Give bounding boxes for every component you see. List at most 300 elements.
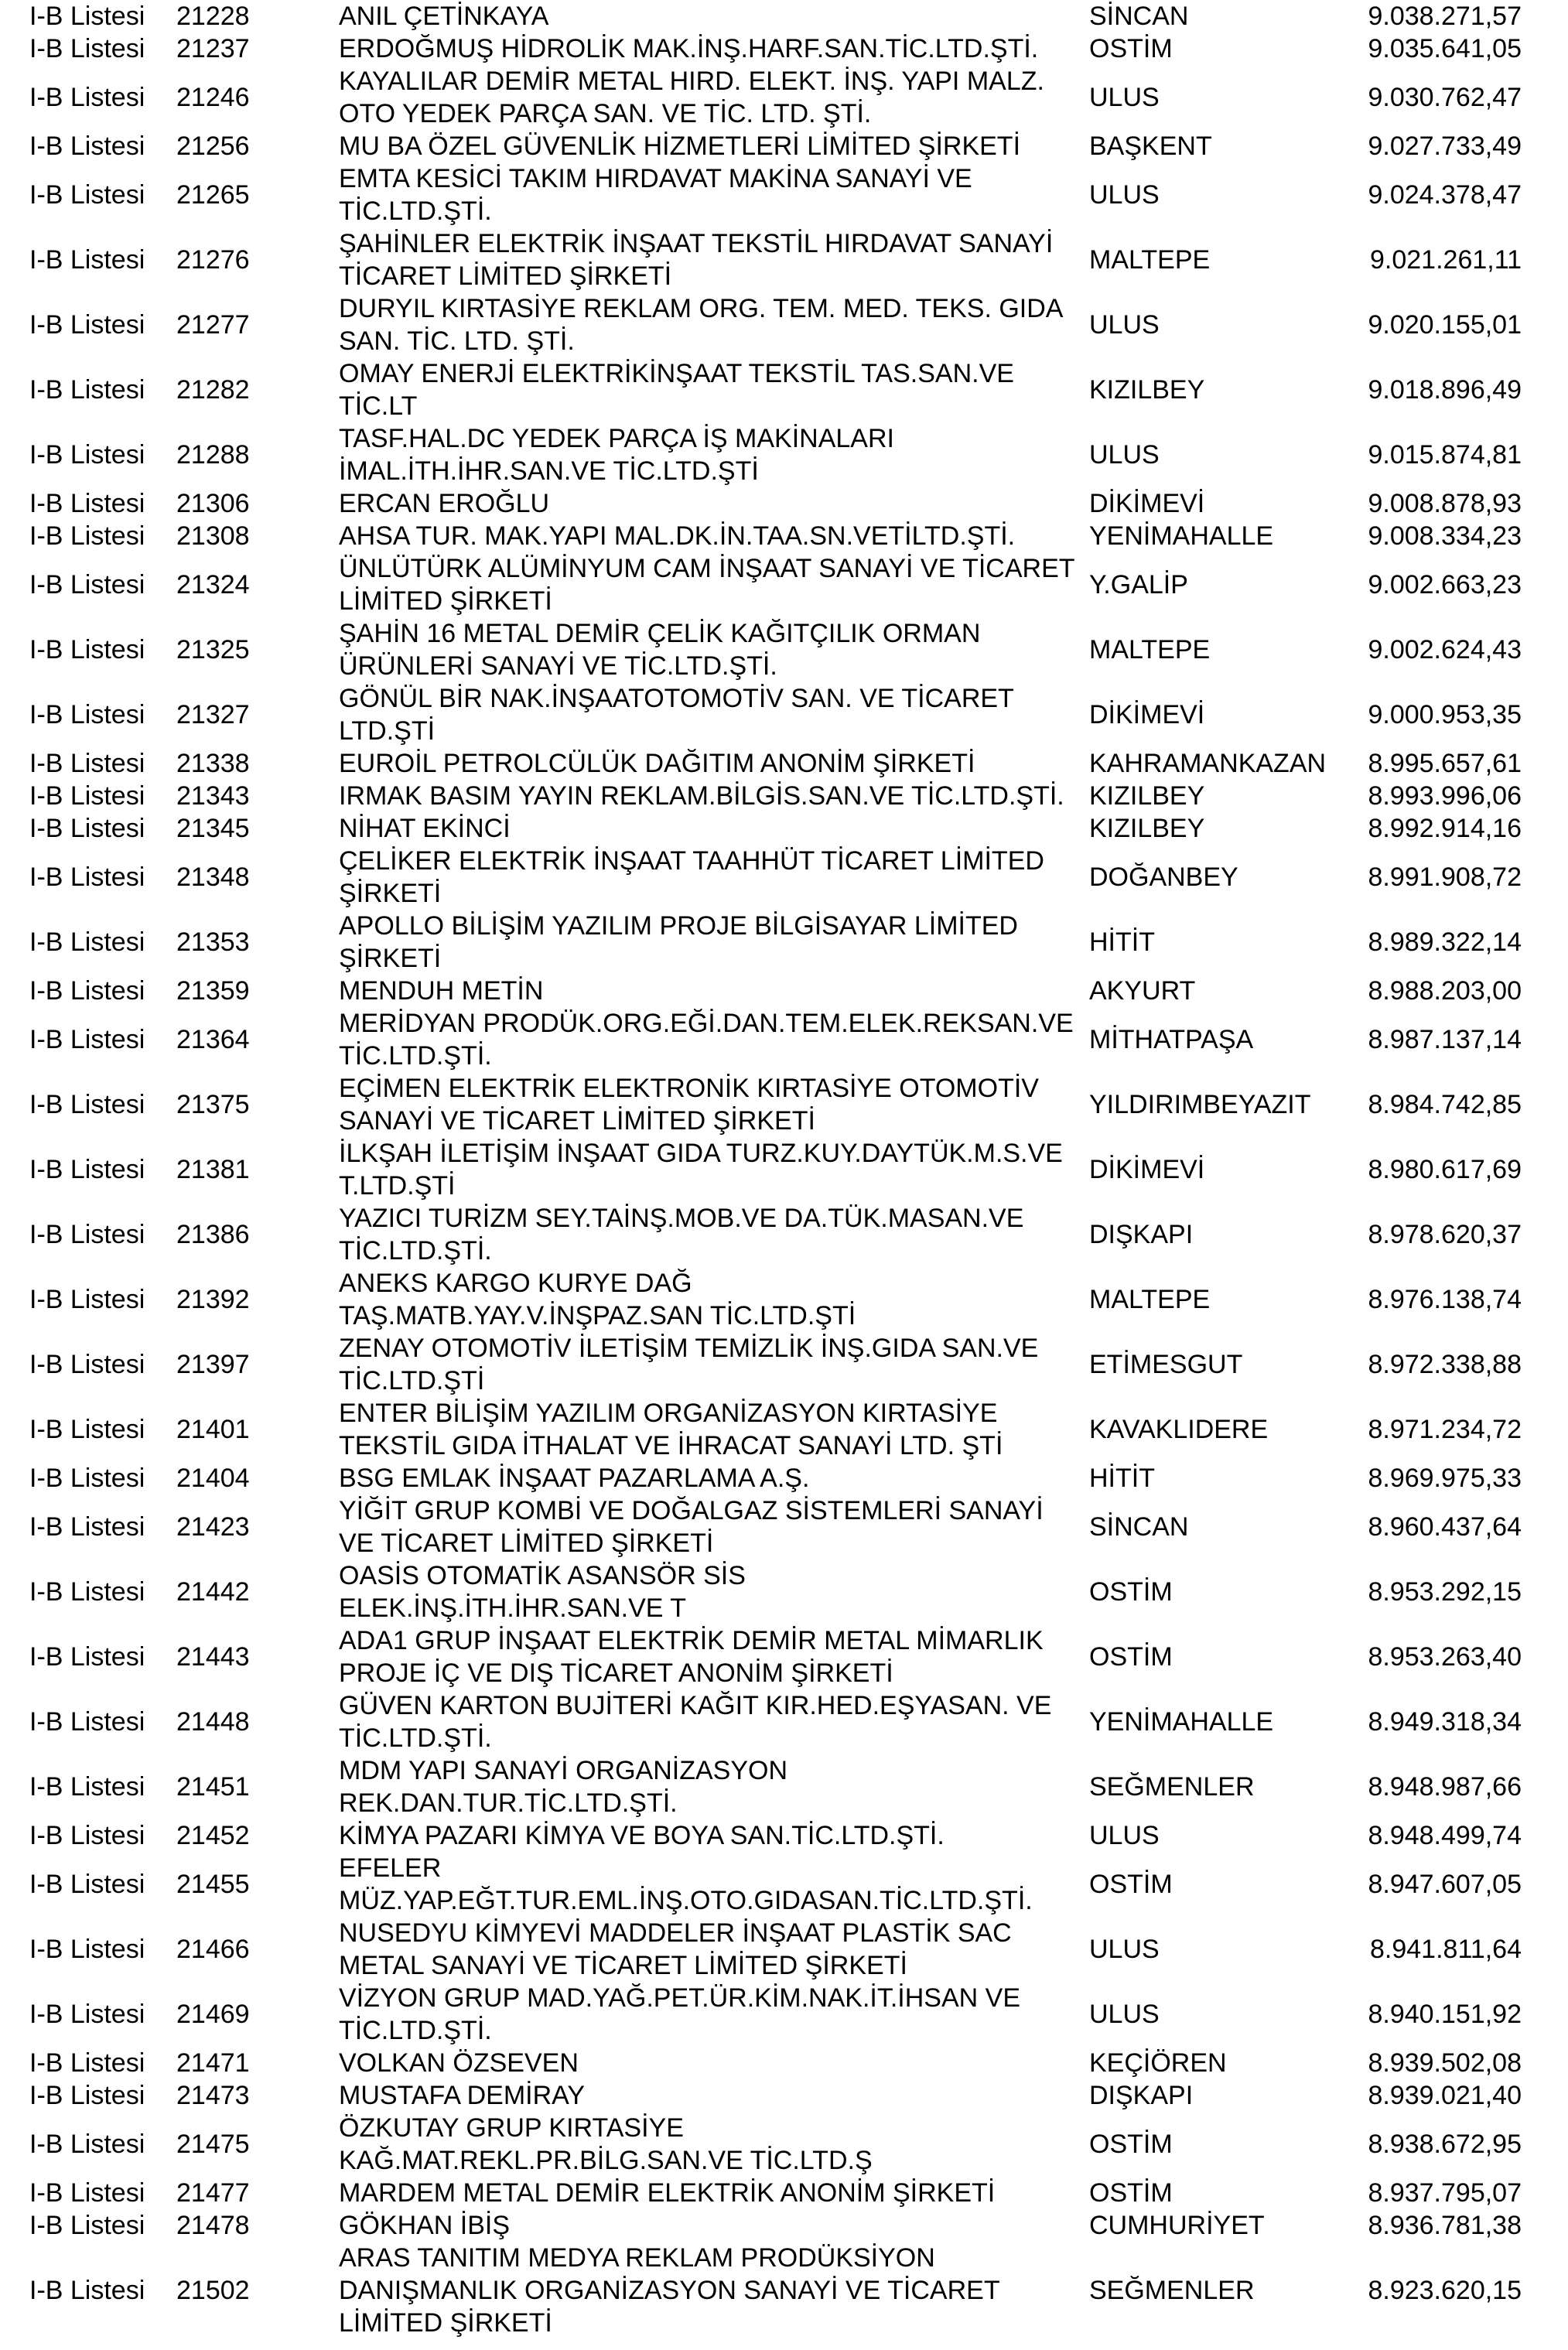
district-cell (1089, 1332, 1242, 1397)
district-cell-text: KIZILBEY (1089, 781, 1205, 811)
number-cell (176, 975, 250, 1007)
table-row (0, 65, 1568, 130)
table-row (0, 1202, 1568, 1267)
table-row (0, 1917, 1568, 1982)
number-cell (176, 1852, 250, 1917)
list-cell (29, 845, 145, 910)
name-cell (339, 487, 1081, 520)
name-cell-text: ARAS TANITIM MEDYA REKLAM PRODÜKSİYON DANIŞMANLIK ORGANİZASYON SANAYİ VE TİCARET LİMİTED ŞİRKETİ (339, 2243, 1000, 2338)
number-cell (176, 2242, 250, 2339)
number-cell (176, 1072, 250, 1137)
number-cell-text: 21471 (176, 2048, 250, 2078)
list-cell (29, 32, 145, 65)
list-cell (29, 227, 145, 292)
amount-cell-text: 9.020.155,01 (1368, 310, 1522, 340)
name-cell-text: OASİS OTOMATİK ASANSÖR SİS ELEK.İNŞ.İTH.İHR.SAN.VE T (339, 1561, 746, 1623)
name-cell-text: IRMAK BASIM YAYIN REKLAM.BİLGİS.SAN.VE TİC.LTD.ŞTİ. (339, 781, 1064, 811)
number-cell (176, 2112, 250, 2177)
name-cell-text: KAYALILAR DEMİR METAL HIRD. ELEKT. İNŞ. YAPI MALZ. OTO YEDEK PARÇA SAN. VE TİC. LTD. ŞTİ. (339, 67, 1044, 128)
list-cell (29, 487, 145, 520)
amount-cell-text: 9.015.874,81 (1368, 440, 1522, 470)
amount-cell (1368, 2112, 1522, 2177)
district-cell (1089, 812, 1204, 845)
district-cell (1089, 1202, 1193, 1267)
district-cell (1089, 1689, 1273, 1754)
table-row (0, 130, 1568, 162)
table-row (0, 1462, 1568, 1494)
district-cell-text: SİNCAN (1089, 1512, 1189, 1542)
amount-cell (1368, 617, 1522, 682)
name-cell (339, 2112, 1081, 2177)
name-cell (339, 1397, 1081, 1462)
amount-cell (1368, 32, 1522, 65)
district-cell-text: OSTİM (1089, 1642, 1173, 1672)
list-cell-text: I-B Listesi (29, 1577, 145, 1607)
number-cell (176, 2177, 250, 2209)
number-cell-text: 21338 (176, 749, 250, 778)
name-cell-text: YİĞİT GRUP KOMBİ VE DOĞALGAZ SİSTEMLERİ SANAYİ VE TİCARET LİMİTED ŞİRKETİ (339, 1496, 1044, 1558)
list-cell-text: I-B Listesi (29, 781, 145, 811)
district-cell (1089, 1397, 1268, 1462)
district-cell-text: KAHRAMANKAZAN (1089, 749, 1327, 778)
district-cell (1089, 520, 1273, 552)
name-cell-text: İLKŞAH İLETİŞİM İNŞAAT GIDA TURZ.KUY.DAYTÜK.M.S.VE T.LTD.ŞTİ (339, 1139, 1063, 1201)
district-cell (1089, 162, 1160, 227)
number-cell-text: 21276 (176, 245, 250, 275)
name-cell (339, 1852, 1081, 1917)
list-cell-text: I-B Listesi (29, 83, 145, 112)
amount-cell-text: 9.030.762,47 (1368, 83, 1522, 112)
list-cell-text: I-B Listesi (29, 1464, 145, 1493)
amount-cell (1368, 1007, 1522, 1072)
district-cell-text: ULUS (1089, 2000, 1160, 2029)
list-cell (29, 1754, 145, 1819)
amount-cell-text: 8.978.620,37 (1368, 1220, 1522, 1249)
table-row (0, 845, 1568, 910)
amount-cell-text: 9.038.271,57 (1368, 2, 1522, 31)
name-cell-text: MDM YAPI SANAYİ ORGANİZASYON REK.DAN.TUR.TİC.LTD.ŞTİ. (339, 1756, 787, 1818)
amount-cell-text: 9.018.896,49 (1368, 375, 1522, 405)
table-row (0, 1852, 1568, 1917)
name-cell (339, 1332, 1081, 1397)
district-cell-text: DOĞANBEY (1089, 862, 1238, 892)
number-cell-text: 21466 (176, 1935, 250, 1964)
district-cell (1089, 1267, 1210, 1332)
district-cell-text: OSTİM (1089, 2178, 1173, 2208)
list-cell-text: I-B Listesi (29, 814, 145, 843)
amount-cell (1368, 2079, 1522, 2112)
list-cell-text: I-B Listesi (29, 2081, 145, 2110)
name-cell (339, 1982, 1081, 2047)
number-cell (176, 1689, 250, 1754)
district-cell-text: MALTEPE (1089, 1285, 1211, 1314)
name-cell (339, 1689, 1081, 1754)
name-cell-text: GÜVEN KARTON BUJİTERİ KAĞIT KIR.HED.EŞYASAN. VE TİC.LTD.ŞTİ. (339, 1691, 1052, 1753)
list-cell (29, 1462, 145, 1494)
district-cell (1089, 1624, 1173, 1689)
number-cell (176, 747, 250, 780)
district-cell (1089, 975, 1195, 1007)
list-cell-text: I-B Listesi (29, 440, 145, 470)
number-cell (176, 357, 250, 422)
name-cell (339, 617, 1081, 682)
number-cell-text: 21324 (176, 570, 250, 599)
amount-cell-text: 8.936.781,38 (1368, 2211, 1522, 2240)
table-row (0, 2209, 1568, 2242)
district-cell (1089, 2209, 1265, 2242)
district-cell-text: MALTEPE (1089, 635, 1211, 664)
name-cell (339, 2209, 1081, 2242)
district-cell-text: KIZILBEY (1089, 814, 1205, 843)
list-cell (29, 2209, 145, 2242)
name-cell (339, 357, 1081, 422)
list-cell-text: I-B Listesi (29, 927, 145, 957)
amount-cell (1370, 227, 1522, 292)
list-cell-text: I-B Listesi (29, 1025, 145, 1054)
name-cell (339, 1819, 1081, 1852)
district-cell-text: DIŞKAPI (1089, 2081, 1194, 2110)
amount-cell-text: 8.948.499,74 (1368, 1821, 1522, 1850)
number-cell-text: 21473 (176, 2081, 250, 2110)
name-cell-text: AHSA TUR. MAK.YAPI MAL.DK.İN.TAA.SN.VETİLTD.ŞTİ. (339, 521, 1016, 551)
name-cell-text: BSG EMLAK İNŞAAT PAZARLAMA A.Ş. (339, 1464, 810, 1493)
name-cell-text: NİHAT EKİNCİ (339, 814, 511, 843)
name-cell (339, 422, 1081, 487)
table-row (0, 1397, 1568, 1462)
list-cell (29, 1819, 145, 1852)
list-cell-text: I-B Listesi (29, 2000, 145, 2029)
list-cell (29, 130, 145, 162)
district-cell-text: OSTİM (1089, 2130, 1173, 2159)
table-row (0, 1624, 1568, 1689)
number-cell-text: 21423 (176, 1512, 250, 1542)
number-cell (176, 1982, 250, 2047)
name-cell (339, 292, 1081, 357)
list-cell (29, 2047, 145, 2079)
name-cell-text: VİZYON GRUP MAD.YAĞ.PET.ÜR.KİM.NAK.İT.İHSAN VE TİC.LTD.ŞTİ. (339, 1983, 1021, 2045)
table-row (0, 1559, 1568, 1624)
number-cell-text: 21343 (176, 781, 250, 811)
name-cell (339, 520, 1081, 552)
district-cell (1089, 1754, 1255, 1819)
list-cell-text: I-B Listesi (29, 749, 145, 778)
number-cell-text: 21392 (176, 1285, 250, 1314)
name-cell (339, 975, 1081, 1007)
list-cell (29, 65, 145, 130)
district-cell-text: OSTİM (1089, 34, 1173, 63)
amount-cell (1368, 1397, 1522, 1462)
number-cell (176, 1754, 250, 1819)
list-cell (29, 2177, 145, 2209)
table-row (0, 2112, 1568, 2177)
number-cell (176, 1917, 250, 1982)
amount-cell-text: 9.008.878,93 (1368, 489, 1522, 518)
list-cell (29, 975, 145, 1007)
district-cell-text: KIZILBEY (1089, 375, 1205, 405)
district-cell (1089, 1137, 1204, 1202)
table-row (0, 780, 1568, 812)
amount-cell (1368, 1559, 1522, 1624)
list-cell (29, 1559, 145, 1624)
amount-cell-text: 8.938.672,95 (1368, 2130, 1522, 2159)
list-cell (29, 1137, 145, 1202)
list-cell (29, 1494, 145, 1559)
number-cell-text: 21246 (176, 83, 250, 112)
amount-cell-text: 8.960.437,64 (1368, 1512, 1522, 1542)
number-cell-text: 21381 (176, 1155, 250, 1184)
amount-cell (1368, 422, 1522, 487)
number-cell-text: 21282 (176, 375, 250, 405)
table-row (0, 1494, 1568, 1559)
amount-cell-text: 8.953.292,15 (1368, 1577, 1522, 1607)
list-cell-text: I-B Listesi (29, 1870, 145, 1899)
name-cell-text: ÜNLÜTÜRK ALÜMİNYUM CAM İNŞAAT SANAYİ VE TİCARET LİMİTED ŞİRKETİ (339, 554, 1075, 616)
amount-cell-text: 8.984.742,85 (1368, 1090, 1522, 1119)
list-cell (29, 1624, 145, 1689)
name-cell-text: OMAY ENERJİ ELEKTRİKİNŞAAT TEKSTİL TAS.SAN.VE TİC.LT (339, 359, 1014, 421)
district-cell (1089, 487, 1204, 520)
table-row (0, 1819, 1568, 1852)
number-cell (176, 1267, 250, 1332)
name-cell (339, 552, 1081, 617)
list-cell (29, 910, 145, 975)
list-cell-text: I-B Listesi (29, 521, 145, 551)
list-cell-text: I-B Listesi (29, 2, 145, 31)
number-cell (176, 227, 250, 292)
name-cell (339, 1917, 1081, 1982)
list-cell-text: I-B Listesi (29, 1642, 145, 1672)
amount-cell-text: 8.939.502,08 (1368, 2048, 1522, 2078)
number-cell-text: 21256 (176, 132, 250, 161)
list-cell-text: I-B Listesi (29, 34, 145, 63)
list-cell-text: I-B Listesi (29, 2048, 145, 2078)
name-cell (339, 2079, 1081, 2112)
list-cell (29, 1267, 145, 1332)
number-cell-text: 21404 (176, 1464, 250, 1493)
name-cell-text: ŞAHİNLER ELEKTRİK İNŞAAT TEKSTİL HIRDAVAT SANAYİ TİCARET LİMİTED ŞİRKETİ (339, 229, 1054, 291)
name-cell (339, 227, 1081, 292)
number-cell (176, 1819, 250, 1852)
name-cell-text: ANIL ÇETİNKAYA (339, 2, 549, 31)
district-cell-text: HİTİT (1089, 927, 1155, 957)
name-cell-text: GÖKHAN İBİŞ (339, 2211, 511, 2240)
name-cell (339, 747, 1081, 780)
district-cell (1089, 682, 1204, 747)
amount-cell (1368, 1137, 1522, 1202)
number-cell (176, 780, 250, 812)
list-cell-text: I-B Listesi (29, 570, 145, 599)
amount-cell-text: 8.940.151,92 (1368, 2000, 1522, 2029)
number-cell (176, 162, 250, 227)
number-cell-text: 21359 (176, 976, 250, 1006)
list-cell (29, 1852, 145, 1917)
name-cell (339, 130, 1081, 162)
number-cell-text: 21397 (176, 1350, 250, 1379)
number-cell (176, 2079, 250, 2112)
list-cell-text: I-B Listesi (29, 1350, 145, 1379)
district-cell-text: ULUS (1089, 1821, 1160, 1850)
number-cell-text: 21327 (176, 700, 250, 729)
number-cell (176, 0, 250, 32)
table-row (0, 2047, 1568, 2079)
district-cell (1089, 2242, 1255, 2339)
amount-cell-text: 8.989.322,14 (1368, 927, 1522, 957)
list-cell (29, 617, 145, 682)
list-cell (29, 2079, 145, 2112)
name-cell (339, 1462, 1081, 1494)
list-cell (29, 357, 145, 422)
number-cell-text: 21443 (176, 1642, 250, 1672)
district-cell-text: ULUS (1089, 1935, 1160, 1964)
district-cell (1089, 617, 1210, 682)
table-row (0, 2177, 1568, 2209)
district-cell (1089, 1982, 1160, 2047)
number-cell (176, 682, 250, 747)
name-cell-text: KİMYA PAZARI KİMYA VE BOYA SAN.TİC.LTD.ŞTİ. (339, 1821, 945, 1850)
district-cell (1089, 1559, 1173, 1624)
amount-cell (1368, 1332, 1522, 1397)
district-cell-text: ETİMESGUT (1089, 1350, 1243, 1379)
amount-cell-text: 9.024.378,47 (1368, 180, 1522, 210)
list-cell-text: I-B Listesi (29, 1821, 145, 1850)
district-cell (1089, 227, 1210, 292)
table-row (0, 1689, 1568, 1754)
amount-cell-text: 8.991.908,72 (1368, 862, 1522, 892)
number-cell (176, 1462, 250, 1494)
number-cell (176, 32, 250, 65)
table-row (0, 1072, 1568, 1137)
number-cell-text: 21469 (176, 2000, 250, 2029)
table-row (0, 357, 1568, 422)
amount-cell (1368, 357, 1522, 422)
amount-cell (1368, 2209, 1522, 2242)
list-cell-text: I-B Listesi (29, 976, 145, 1006)
table-row (0, 162, 1568, 227)
list-cell (29, 1202, 145, 1267)
list-cell-text: I-B Listesi (29, 635, 145, 664)
amount-cell (1368, 1494, 1522, 1559)
list-cell-text: I-B Listesi (29, 700, 145, 729)
amount-cell-text: 8.992.914,16 (1368, 814, 1522, 843)
table-row (0, 812, 1568, 845)
name-cell-text: EUROİL PETROLCÜLÜK DAĞITIM ANONİM ŞİRKETİ (339, 749, 975, 778)
name-cell-text: ŞAHİN 16 METAL DEMİR ÇELİK KAĞITÇILIK ORMAN ÜRÜNLERİ SANAYİ VE TİC.LTD.ŞTİ. (339, 619, 981, 681)
number-cell (176, 422, 250, 487)
amount-cell-text: 8.949.318,34 (1368, 1707, 1522, 1737)
name-cell-text: ERDOĞMUŞ HİDROLİK MAK.İNŞ.HARF.SAN.TİC.LTD.ŞTİ. (339, 34, 1039, 63)
district-cell-text: SEĞMENLER (1089, 2276, 1255, 2305)
name-cell-text: VOLKAN ÖZSEVEN (339, 2048, 579, 2078)
amount-cell (1368, 845, 1522, 910)
list-cell-text: I-B Listesi (29, 1285, 145, 1314)
list-cell (29, 2112, 145, 2177)
district-cell (1089, 1852, 1173, 1917)
amount-cell (1368, 1462, 1522, 1494)
name-cell-text: ERCAN EROĞLU (339, 489, 550, 518)
amount-cell-text: 8.937.795,07 (1368, 2178, 1522, 2208)
district-cell-text: ULUS (1089, 440, 1160, 470)
name-cell (339, 1494, 1081, 1559)
list-cell (29, 1982, 145, 2047)
list-cell (29, 780, 145, 812)
district-cell (1089, 780, 1204, 812)
table-row (0, 910, 1568, 975)
table-row (0, 1007, 1568, 1072)
number-cell-text: 21237 (176, 34, 250, 63)
name-cell-text: NUSEDYU KİMYEVİ MADDELER İNŞAAT PLASTİK SAC METAL SANAYİ VE TİCARET LİMİTED ŞİRKETİ (339, 1918, 1012, 1980)
list-cell (29, 162, 145, 227)
amount-cell-text: 8.923.620,15 (1368, 2276, 1522, 2305)
table-row (0, 552, 1568, 617)
name-cell (339, 1559, 1081, 1624)
amount-cell (1368, 1982, 1522, 2047)
number-cell-text: 21477 (176, 2178, 250, 2208)
table-row (0, 32, 1568, 65)
amount-cell (1368, 1852, 1522, 1917)
district-cell-text: KEÇİÖREN (1089, 2048, 1227, 2078)
district-cell-text: CUMHURİYET (1089, 2211, 1265, 2240)
number-cell-text: 21475 (176, 2130, 250, 2159)
number-cell-text: 21455 (176, 1870, 250, 1899)
number-cell-text: 21228 (176, 2, 250, 31)
amount-cell (1368, 552, 1522, 617)
number-cell (176, 65, 250, 130)
list-cell (29, 1397, 145, 1462)
table-row (0, 1332, 1568, 1397)
number-cell-text: 21348 (176, 862, 250, 892)
number-cell-text: 21502 (176, 2276, 250, 2305)
list-cell-text: I-B Listesi (29, 1512, 145, 1542)
number-cell-text: 21325 (176, 635, 250, 664)
list-cell-text: I-B Listesi (29, 2178, 145, 2208)
district-cell (1089, 2112, 1173, 2177)
amount-cell-text: 9.000.953,35 (1368, 700, 1522, 729)
name-cell (339, 1007, 1081, 1072)
list-cell-text: I-B Listesi (29, 1707, 145, 1737)
amount-cell-text: 8.971.234,72 (1368, 1415, 1522, 1444)
table-row (0, 2079, 1568, 2112)
district-cell-text: ULUS (1089, 310, 1160, 340)
list-cell-text: I-B Listesi (29, 310, 145, 340)
amount-cell-text: 8.953.263,40 (1368, 1642, 1522, 1672)
amount-cell-text: 8.995.657,61 (1368, 749, 1522, 778)
list-cell-text: I-B Listesi (29, 1415, 145, 1444)
name-cell-text: ADA1 GRUP İNŞAAT ELEKTRİK DEMİR METAL MİMARLIK PROJE İÇ VE DIŞ TİCARET ANONİM ŞİRKETİ (339, 1626, 1044, 1688)
district-cell-text: ULUS (1089, 180, 1160, 210)
table-row (0, 2242, 1568, 2339)
list-cell-text: I-B Listesi (29, 1220, 145, 1249)
number-cell (176, 487, 250, 520)
amount-cell-text: 8.976.138,74 (1368, 1285, 1522, 1314)
table-row (0, 422, 1568, 487)
name-cell-text: ÇELİKER ELEKTRİK İNŞAAT TAAHHÜT TİCARET LİMİTED ŞİRKETİ (339, 846, 1044, 908)
amount-cell (1368, 520, 1522, 552)
amount-cell-text: 8.969.975,33 (1368, 1464, 1522, 1493)
table-row (0, 520, 1568, 552)
name-cell-text: ÖZKUTAY GRUP KIRTASİYE KAĞ.MAT.REKL.PR.BİLG.SAN.VE TİC.LTD.Ş (339, 2113, 873, 2175)
number-cell-text: 21448 (176, 1707, 250, 1737)
district-cell (1089, 1494, 1188, 1559)
number-cell (176, 1559, 250, 1624)
table-row (0, 1982, 1568, 2047)
amount-cell-text: 8.988.203,00 (1368, 976, 1522, 1006)
list-cell-text: I-B Listesi (29, 2211, 145, 2240)
district-cell-text: Y.GALİP (1089, 570, 1188, 599)
amount-cell (1368, 682, 1522, 747)
number-cell (176, 845, 250, 910)
district-cell-text: ULUS (1089, 83, 1160, 112)
amount-cell-text: 9.002.663,23 (1368, 570, 1522, 599)
